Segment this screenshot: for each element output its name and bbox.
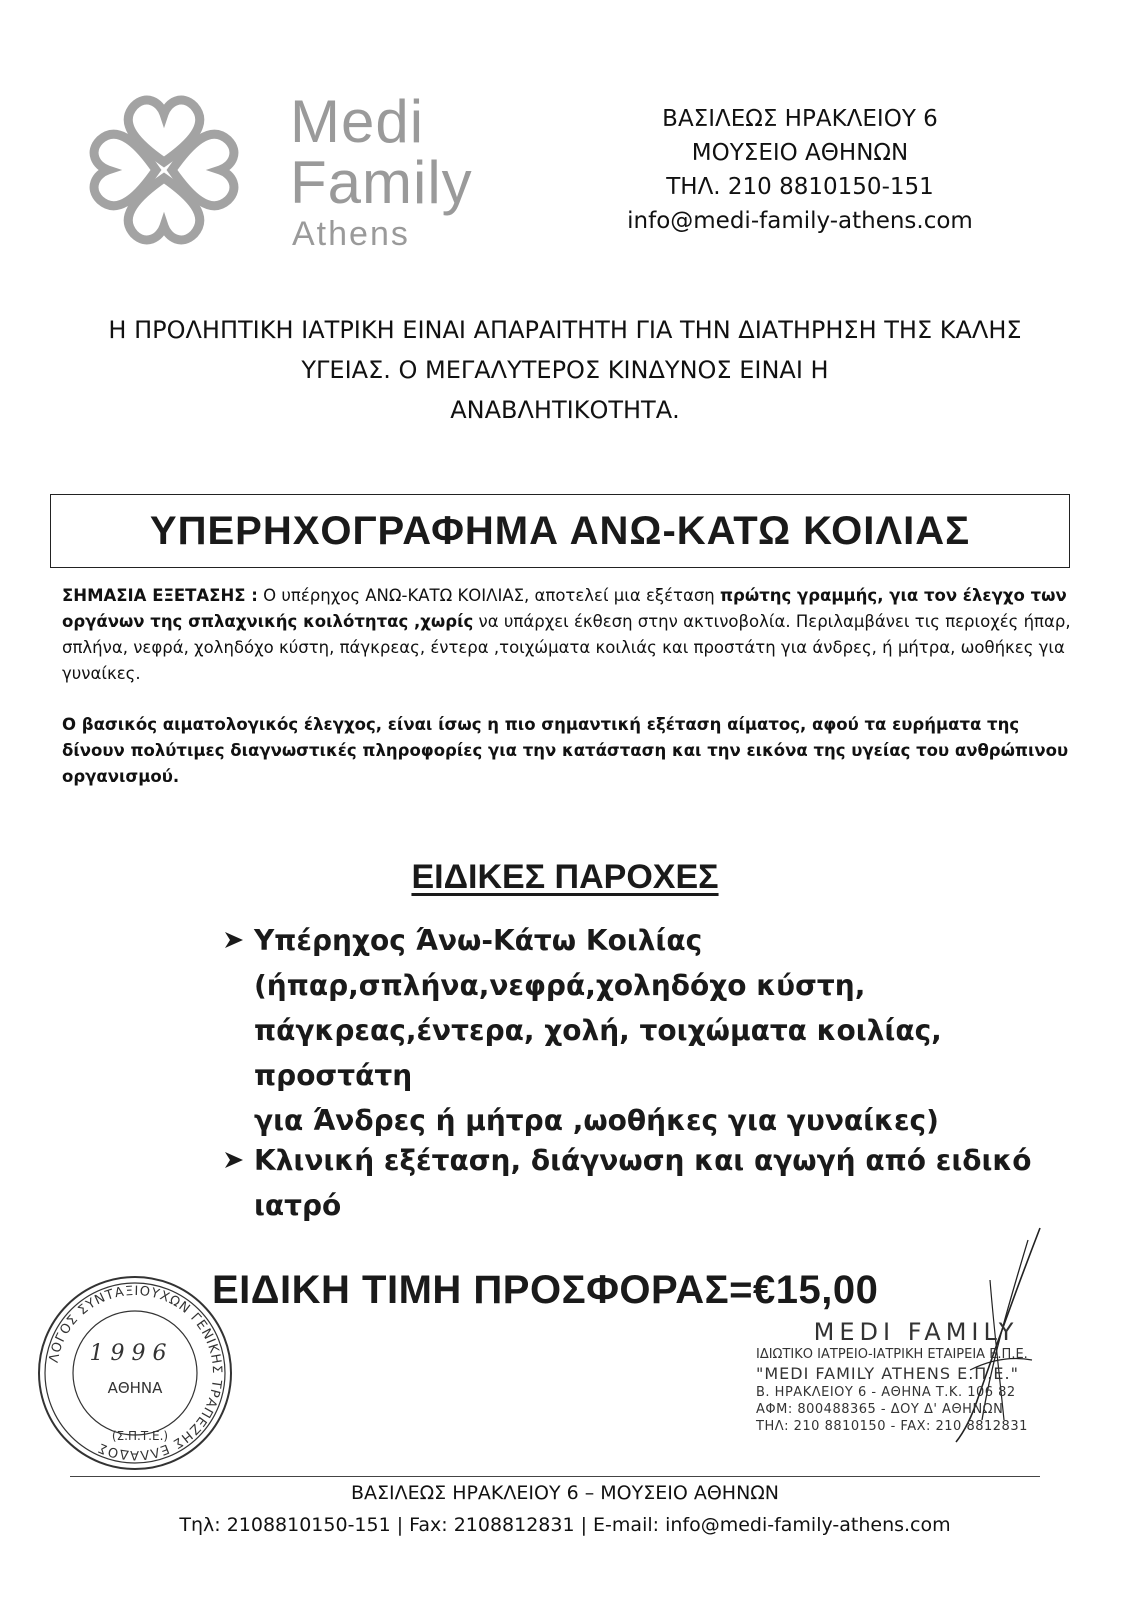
header-address (600, 102, 1000, 238)
address-street: ΒΑΣΙΛΕΩΣ ΗΡΑΚΛΕΙΟΥ 6 (662, 106, 938, 132)
stamp-company-name: MEDI FAMILY (813, 1318, 1019, 1346)
round-seal-stamp (30, 1268, 240, 1478)
offer1-line4: για Άνδρες ή μήτρα ,ωοθήκες για γυναίκες) (254, 1104, 939, 1137)
special-offer-price: ΕΙΔΙΚΗ ΤΙΜΗ ΠΡΟΣΦΟΡΑΣ=€15,00 (212, 1268, 879, 1312)
footer-divider (70, 1476, 1040, 1477)
footer-contact: Τηλ: 2108810150-151 | Fax: 2108812831 | E-mail: info@medi-family-athens.com (179, 1514, 951, 1536)
address-area: ΜΟΥΣΕΙΟ ΑΘΗΝΩΝ (691, 140, 909, 166)
address-email: info@medi-family-athens.com (627, 208, 973, 234)
paragraph1-text-a: Ο υπέρηχος ΑΝΩ-ΚΑΤΩ ΚΟΙΛΙΑΣ, αποτελεί μια εξέταση (257, 586, 720, 605)
stamp-line4: ΑΦΜ: 800488365 - ΔΟΥ Δ' ΑΘΗΝΩΝ (756, 1402, 1004, 1417)
slogan-line1: Η ΠΡΟΛΗΠΤΙΚΗ ΙΑΤΡΙΚΗ ΕΙΝΑΙ ΑΠΑΡΑΙΤΗΤΗ ΓΙΑ ΤΗΝ ΔΙΑΤΗΡΗΣΗ ΤΗΣ ΚΑΛΗΣ (108, 316, 1022, 344)
blood-test-paragraph: Ο βασικός αιματολογικός έλεγχος, είναι ίσως η πιο σημαντική εξέταση αίματος, αφού τα ευρήματα της δίνουν πολύτιμες διαγνωστικές πληροφορίες για την κατάσταση και την εικόνα της υγείας του ανθρώπινου οργανισμού. (62, 715, 1069, 786)
seal-bottom-text: (Σ.Π.Τ.Ε.) (111, 1429, 169, 1443)
slogan-line2: ΥΓΕΙΑΣ. Ο ΜΕΓΑΛΥΤΕΡΟΣ ΚΙΝΔΥΝΟΣ ΕΙΝΑΙ Η (301, 356, 829, 384)
seal-ring-text: ΛΟΓΟΣ ΣΥΝΤΑΞΙΟΥΧΩΝ ΓΕΝΙΚΗΣ ΤΡΑΠΕΖΗΣ ΕΛΛΑΔΟΣ (46, 1283, 225, 1463)
exam-significance-label: ΣΗΜΑΣΙΑ ΕΞΕΤΑΣΗΣ : (62, 586, 258, 605)
paragraph1-bold: πρώτης γραμμής, για τον έλεγχο των οργάνων της σπλαχνικής κοιλότητας ,χωρίς (62, 586, 1067, 631)
slogan-line3: ΑΝΑΒΛΗΤΙΚΟΤΗΤΑ. (450, 396, 680, 424)
logo-line-family: Family (290, 149, 473, 216)
logo-line-athens: Athens (292, 215, 410, 253)
logo-clover-icon (78, 84, 250, 256)
exam-significance-paragraph (62, 583, 1072, 687)
offer1-line1: Υπέρηχος Άνω-Κάτω Κοιλίας (254, 924, 703, 957)
document-title-box (50, 494, 1070, 568)
document-title: ΥΠΕΡΗΧΟΓΡΑΦΗΜΑ ΑΝΩ-ΚΑΤΩ ΚΟΙΛΙΑΣ (149, 508, 971, 553)
logo-line-medi: Medi (290, 88, 425, 155)
offer-item-clinical-exam (222, 1138, 1082, 1228)
company-stamp (756, 1318, 1066, 1435)
footer-address: ΒΑΣΙΛΕΩΣ ΗΡΑΚΛΕΙΟΥ 6 – ΜΟΥΣΕΙΟ ΑΘΗΝΩΝ (350, 1482, 780, 1504)
slogan (40, 310, 1090, 430)
offer2-text: Κλινική εξέταση, διάγνωση και αγωγή από ειδικό ιατρό (254, 1144, 1032, 1222)
stamp-line3: Β. ΗΡΑΚΛΕΙΟΥ 6 - ΑΘΗΝΑ Τ.Κ. 106 82 (756, 1385, 1016, 1400)
seal-city: ΑΘΗΝΑ (107, 1379, 163, 1397)
arrow-bullet-icon (222, 1148, 246, 1172)
address-phone: ΤΗΛ. 210 8810150-151 (666, 174, 934, 200)
logo-wordmark (290, 88, 473, 254)
stamp-line2: "MEDI FAMILY ATHENS Ε.Π.Ε." (756, 1364, 1019, 1383)
offer1-line3: πάγκρεας,έντερα, χολή, τοιχώματα κοιλίας, προστάτη (254, 1014, 942, 1092)
stamp-line1: ΙΔΙΩΤΙΚΟ ΙΑΤΡΕΙΟ-ΙΑΤΡΙΚΗ ΕΤΑΙΡΕΙΑ Ε.Π.Ε. (756, 1347, 1028, 1362)
offer-item-ultrasound (222, 918, 1082, 1143)
arrow-bullet-icon (222, 928, 246, 952)
offer1-line2: (ήπαρ,σπλήνα,νεφρά,χοληδόχο κύστη, (254, 969, 866, 1002)
seal-year: 1 9 9 6 (89, 1341, 167, 1366)
paragraph1-text-b: να υπάρχει έκθεση στην ακτινοβολία. Περιλαμβάνει τις περιοχές ήπαρ, σπλήνα, νεφρά, χοληδόχο κύστη, πάγκρεας, έντερα ,τοιχώματα κοιλιάς και προστάτη για άνδρες, ή μήτρα, ωοθήκες για γυναίκες. (62, 612, 1071, 683)
stamp-line5: ΤΗΛ: 210 8810150 - FAX: 210 8812831 (756, 1419, 1028, 1434)
special-offers-heading: ΕΙΔΙΚΕΣ ΠΑΡΟΧΕΣ (411, 858, 719, 896)
